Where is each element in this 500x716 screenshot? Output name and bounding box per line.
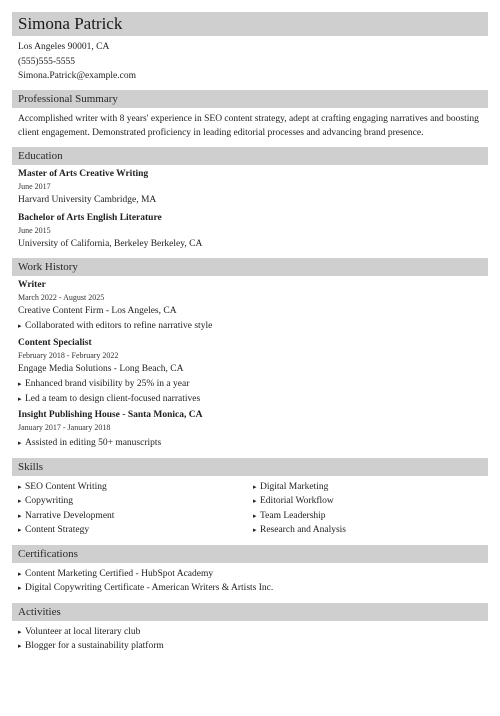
bullet-icon: ▸ [18, 497, 22, 505]
work-entry [12, 409, 488, 451]
list-item: ▸ Enhanced brand visibility by 25% in a year [18, 377, 488, 392]
list-item: ▸ Research and Analysis [253, 523, 488, 538]
bullet-icon: ▸ [253, 526, 257, 534]
contact-block [12, 40, 488, 84]
list-item: ▸ Collaborated with editors to refine narrative style [18, 319, 488, 334]
date: February 2018 - February 2022 [18, 351, 119, 360]
list-item: ▸ Copywriting [18, 494, 253, 509]
bullet-icon: ▸ [18, 642, 22, 650]
list-item: ▸ Editorial Workflow [253, 494, 488, 509]
list-item: ▸ SEO Content Writing [18, 480, 253, 495]
date: June 2017 [18, 181, 51, 191]
section-heading-summary: Professional Summary [12, 90, 488, 108]
summary-text: Accomplished writer with 8 years' experience in SEO content strategy, adept at crafting engaging narratives and boosting client engagement. Demonstrated proficiency in leading editorial processes and advancing brand presence. [18, 113, 479, 138]
list-item: ▸ Digital Marketing [253, 480, 488, 495]
list-item: ▸ Assisted in editing 50+ manuscripts [18, 436, 488, 451]
list-item: ▸ Content Marketing Certified - HubSpot Academy [18, 567, 488, 582]
email: Simona.Patrick@example.com [18, 71, 136, 81]
skills-column-left [18, 480, 253, 538]
bullet-icon: ▸ [253, 511, 257, 520]
school: Harvard University Cambridge, MA [18, 194, 157, 205]
bullet-icon: ▸ [18, 569, 22, 578]
job-title: Content Specialist [18, 338, 92, 348]
list-item: ▸ Narrative Development [18, 509, 253, 524]
activities-list [12, 625, 488, 654]
company: Engage Media Solutions - Long Beach, CA [18, 364, 184, 374]
degree: Master of Arts Creative Writing [18, 168, 149, 179]
bullet-icon: ▸ [18, 511, 22, 520]
list-item: ▸ Digital Copywriting Certificate - American Writers & Artists Inc. [18, 581, 488, 596]
school: University of California, Berkeley Berkeley, CA [18, 238, 203, 249]
list-item: ▸ Led a team to design client-focused narratives [18, 392, 488, 407]
degree: Bachelor of Arts English Literature [18, 212, 162, 223]
resume-page [0, 12, 500, 716]
bullet-icon: ▸ [18, 321, 22, 330]
address: Los Angeles 90001, CA [18, 42, 110, 52]
date: June 2015 [18, 225, 51, 235]
section-heading-certifications: Certifications [12, 545, 488, 563]
candidate-name: Simona Patrick [12, 12, 488, 36]
list-item: ▸ Team Leadership [253, 509, 488, 524]
date: January 2017 - January 2018 [18, 423, 111, 432]
bullet-icon: ▸ [18, 482, 22, 491]
skills-column-right [253, 480, 488, 538]
phone: (555)555-5555 [18, 56, 75, 67]
work-entry [12, 337, 488, 406]
work-entry [12, 279, 488, 334]
bullet-icon: ▸ [253, 482, 257, 491]
education-entry [12, 212, 488, 252]
bullet-icon: ▸ [18, 380, 22, 388]
bullet-icon: ▸ [253, 497, 257, 505]
date: March 2022 - August 2025 [18, 292, 105, 302]
education-entry [12, 168, 488, 208]
bullet-icon: ▸ [18, 627, 22, 636]
section-heading-work: Work History [12, 258, 488, 276]
certifications-list [12, 567, 488, 596]
section-heading-activities: Activities [12, 603, 488, 621]
company: Creative Content Firm - Los Angeles, CA [18, 305, 177, 316]
list-item: ▸ Volunteer at local literary club [18, 625, 488, 640]
section-heading-education: Education [12, 147, 488, 165]
skills-list [12, 480, 488, 538]
bullet-icon: ▸ [18, 394, 22, 403]
bullet-icon: ▸ [18, 584, 22, 592]
list-item: ▸ Content Strategy [18, 523, 253, 538]
section-heading-skills: Skills [12, 458, 488, 476]
bullet-icon: ▸ [18, 439, 22, 447]
list-item: ▸ Blogger for a sustainability platform [18, 639, 488, 654]
bullet-icon: ▸ [18, 526, 22, 534]
job-title: Insight Publishing House - Santa Monica, CA [18, 410, 203, 420]
job-title: Writer [18, 279, 46, 290]
